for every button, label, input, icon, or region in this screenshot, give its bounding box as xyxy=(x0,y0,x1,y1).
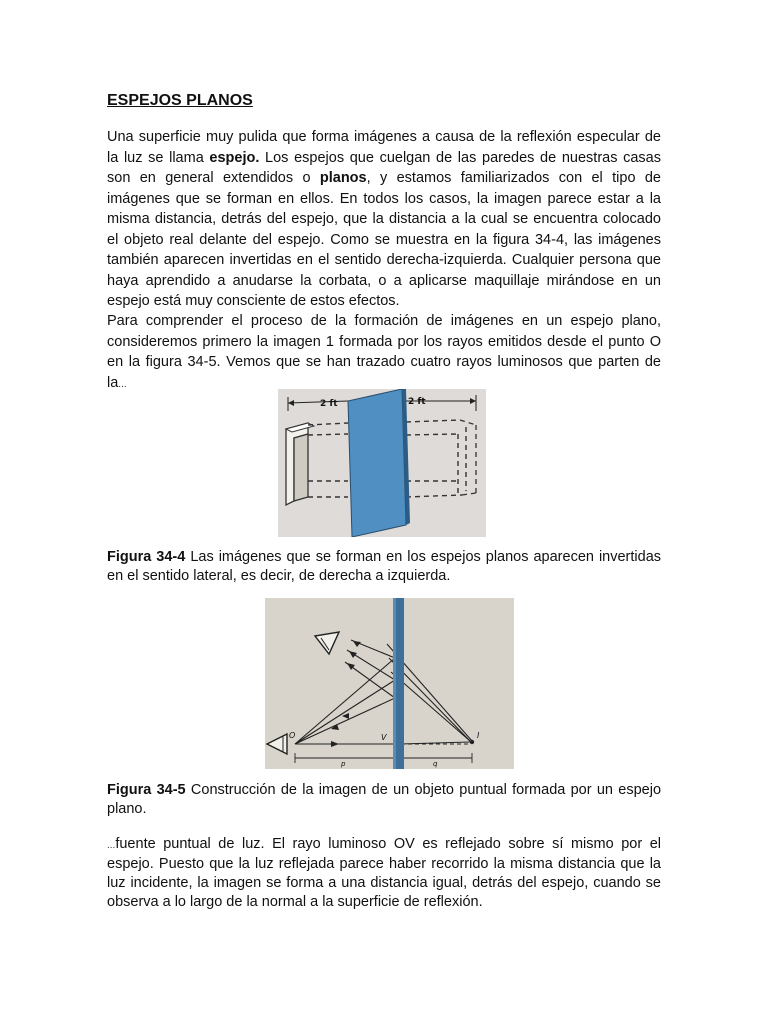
page-title: ESPEJOS PLANOS xyxy=(107,92,253,109)
label-point-v: V xyxy=(381,733,387,742)
second-paragraph xyxy=(107,311,661,395)
figure-34-5-caption xyxy=(107,781,661,819)
figure-34-4-caption-text: Las imágenes que se forman en los espejos planos aparecen invertidas en el sentido lateral, es decir, de derecha a izquierda. xyxy=(107,549,662,584)
label-distance-p: p xyxy=(341,760,346,768)
intro-text-3: , y estamos familiarizados con el tipo de imágenes que se forman en ellos. En todos los casos, la imagen parece estar a la misma distancia, detrás del espejo, que la distancia a la cual se encuentra colocado el objeto real delante del espejo. Como se muestra en la figura 34-4, las imágenes también aparecen invertidas en el sentido derecha-izquierda. Cualquier persona que haya aprendido a anudarse la corbata, o a aplicarse maquillaje mirándose en un espejo está muy consciente de estos efectos. xyxy=(107,170,661,309)
figure-34-5 xyxy=(265,598,514,769)
third-text: fuente puntual de luz. El rayo luminoso OV es reflejado sobre sí mismo por el espejo. Puesto que la luz reflejada parece haber recorrido la misma distancia que la luz incidente, la imagen se forma a una distancia igual, detrás del espejo, cuando se observa a lo largo de la normal a la superficie de reflexión. xyxy=(107,836,661,910)
term-espejo: espejo. xyxy=(209,149,260,166)
figure-34-5-caption-text: Construcción de la imagen de un objeto puntual formada por un espejo plano. xyxy=(107,782,662,817)
label-point-i: I xyxy=(477,731,480,740)
label-point-o: O xyxy=(289,731,296,740)
continuation-ellipsis: ... xyxy=(118,378,127,390)
dimension-label-right: 2 ft xyxy=(408,397,426,407)
intro-paragraph xyxy=(107,127,661,312)
label-distance-q: q xyxy=(433,760,438,768)
second-text: Para comprender el proceso de la formación de imágenes en un espejo plano, consideremos primero la imagen 1 formada por los rayos emitidos desde el punto O en la figura 34-5. Vemos que se han trazado cuatro rayos luminosos que parten de la xyxy=(107,313,661,391)
figure-34-5-caption-label: Figura 34-5 xyxy=(107,782,186,798)
third-paragraph xyxy=(107,835,661,912)
intro-text-1: Una superficie muy pulida que forma imágenes a causa de la reflexión especular de la luz se llama xyxy=(107,129,661,166)
leading-ellipsis: ... xyxy=(107,840,116,851)
figure-34-4 xyxy=(278,389,486,537)
term-planos: planos xyxy=(319,170,367,186)
figure-34-5-drawing xyxy=(265,598,514,769)
dimension-label-left: 2 ft xyxy=(320,399,338,409)
figure-34-4-drawing xyxy=(278,389,486,537)
intro-text-2: Los espejos que cuelgan de las paredes de nuestras casas son en general extendidos o xyxy=(107,149,661,186)
figure-34-4-caption xyxy=(107,548,661,586)
figure-34-4-caption-label: Figura 34-4 xyxy=(107,549,186,565)
